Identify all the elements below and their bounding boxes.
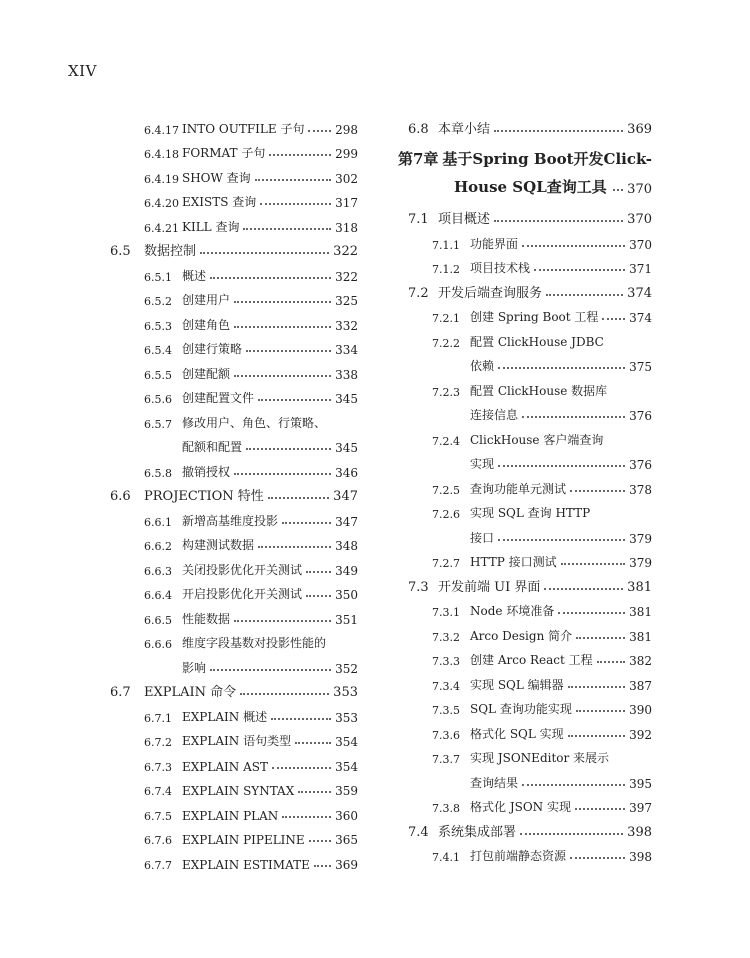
toc-entry-page: 376 [629, 458, 652, 472]
toc-entry-page: 298 [335, 122, 358, 137]
toc-entry-sub[interactable] [398, 742, 652, 767]
toc-entry-title: Node 环境准备 [470, 604, 555, 618]
toc-entry-sub[interactable] [398, 791, 652, 816]
toc-entry-title: 维度字段基数对投影性能的 [182, 636, 327, 650]
toc-entry-sub[interactable] [398, 595, 652, 620]
toc-entry-sub[interactable] [398, 252, 652, 277]
toc-entry-number: 6.5.8 [144, 466, 172, 480]
toc-entry-page: 322 [335, 269, 358, 284]
toc-entry-title: 开发前端 UI 界面 [438, 579, 541, 595]
toc-entry-title: FORMAT 子句 [182, 146, 266, 160]
toc-entry-sub[interactable] [110, 847, 358, 872]
toc-entry-number: 6.5.2 [144, 295, 172, 308]
toc-entry-page: 381 [629, 605, 652, 619]
toc-entry-title: 创建 Arco React 工程 [470, 653, 593, 667]
toc-entry-sub[interactable] [398, 227, 652, 252]
leader-dots [306, 571, 331, 573]
toc-entry-title: 配额和配置 [182, 440, 243, 454]
toc-entry-sub[interactable] [110, 749, 358, 774]
toc-entry-title: EXISTS 查询 [182, 195, 257, 209]
toc-entry-page: 345 [335, 441, 358, 455]
toc-entry-sec[interactable] [398, 276, 652, 301]
toc-entry-number: 6.7.1 [144, 711, 172, 725]
toc-entry-page: 369 [335, 857, 358, 872]
toc-entry-sub[interactable] [398, 325, 652, 350]
toc-entry-title: EXPLAIN SYNTAX [182, 784, 295, 798]
toc-entry-title: 查询结果 [470, 775, 519, 790]
toc-entry-title: 数据控制 [144, 244, 197, 259]
toc-entry-page: 390 [629, 703, 652, 717]
toc-entry-page: 379 [629, 556, 652, 570]
toc-entry-sub[interactable] [110, 455, 358, 480]
toc-entry-sub[interactable] [398, 546, 652, 571]
toc-entry-title: 影响 [182, 660, 207, 675]
toc-entry-sub[interactable] [110, 137, 358, 162]
toc-entry-page: 332 [335, 318, 358, 333]
toc-entry-page: 365 [335, 833, 358, 847]
leader-dots [269, 154, 331, 156]
toc-entry-number: 7.1.1 [432, 238, 460, 252]
leader-dots [234, 326, 331, 328]
toc-entry-page: 392 [629, 727, 652, 742]
toc-entry-number: 6.7.6 [144, 834, 172, 847]
leader-dots [272, 767, 331, 769]
toc-entry-page: 374 [629, 311, 652, 325]
toc-entry-sub[interactable] [110, 406, 358, 431]
toc-entry-page: 359 [335, 784, 358, 798]
toc-entry-title: HTTP 接口测试 [470, 555, 557, 569]
toc-entry-cont[interactable] [398, 350, 652, 375]
toc-right-column [398, 112, 652, 864]
toc-entry-sub[interactable] [110, 333, 358, 358]
toc-entry-page: 379 [629, 531, 652, 546]
leader-dots [576, 710, 625, 712]
toc-entry-title: 本章小结 [438, 121, 491, 137]
toc-entry-section[interactable] [398, 112, 652, 137]
toc-entry-number: 7.1.2 [432, 263, 460, 276]
toc-entry-number: 7.2 [408, 285, 429, 301]
leader-dots [568, 686, 625, 688]
toc-entry-number: 6.6.5 [144, 613, 172, 627]
leader-dots [306, 595, 331, 597]
toc-entry-page: 353 [333, 685, 358, 700]
toc-entry-number: 7.2.6 [432, 508, 460, 521]
leader-dots [234, 375, 331, 377]
toc-entry-number: 7.4.1 [432, 851, 460, 864]
toc-entry-sub[interactable] [110, 774, 358, 799]
toc-entry-sub[interactable] [398, 619, 652, 644]
toc-entry-sub[interactable] [110, 308, 358, 333]
toc-entry-sub[interactable] [398, 497, 652, 522]
toc-entry-number: 6.6.1 [144, 515, 172, 529]
toc-entry-title: 系统集成部署 [438, 824, 517, 840]
toc-entry-title: 创建 Spring Boot 工程 [470, 310, 599, 324]
toc-entry-number: 7.3.5 [432, 704, 460, 717]
toc-entry-number: 6.6.3 [144, 564, 172, 578]
toc-entry-title: 配置 ClickHouse 数据库 [470, 383, 608, 398]
leader-dots [558, 612, 625, 614]
toc-entry-sub[interactable] [110, 529, 358, 554]
toc-entry-sec[interactable] [398, 203, 652, 228]
toc-entry-title: 新增高基维度投影 [182, 513, 279, 528]
toc-entry-number: 7.3.2 [432, 630, 460, 644]
toc-entry-page: 397 [629, 801, 652, 815]
toc-entry-title: 修改用户、角色、行策略、 [182, 415, 327, 430]
toc-entry-page: 334 [335, 343, 358, 357]
toc-entry-title: INTO OUTFILE 子句 [182, 121, 305, 136]
toc-entry-sec[interactable] [110, 235, 358, 260]
toc-entry-number: 6.8 [408, 121, 429, 137]
toc-entry-page: 322 [333, 244, 358, 259]
toc-entry-number: 6.5.6 [144, 393, 172, 406]
toc-entry-number: 6.7.2 [144, 736, 172, 749]
toc-entry-page: 374 [627, 285, 652, 301]
toc-entry-title: PROJECTION 特性 [144, 489, 264, 504]
leader-dots [298, 791, 331, 793]
toc-entry-number: 6.5.1 [144, 270, 172, 284]
toc-entry-page: 398 [627, 824, 652, 840]
toc-entry-title: ClickHouse 客户端查询 [470, 432, 604, 447]
toc-entry-number: 6.4.21 [144, 221, 179, 235]
toc-entry-number: 6.7.4 [144, 785, 172, 798]
toc-entry-sub[interactable] [398, 301, 652, 326]
leader-dots [570, 857, 625, 859]
toc-entry-number: 7.3.3 [432, 655, 460, 668]
toc-entry-sub[interactable] [110, 284, 358, 309]
toc-entry-sec[interactable] [110, 480, 358, 505]
chapter-title-line1: 基于Spring Boot开发Click- [442, 149, 652, 168]
leader-dots [240, 693, 329, 695]
toc-entry-sub[interactable] [398, 644, 652, 669]
toc-entry-title: 开启投影优化开关测试 [182, 587, 303, 601]
toc-entry-title: 撤销授权 [182, 464, 231, 479]
toc-entry-page: 347 [335, 514, 358, 529]
toc-entry-sub[interactable] [398, 693, 652, 718]
toc-entry-number: 6.4.19 [144, 172, 179, 186]
toc-entry-title: 创建行策略 [182, 342, 243, 356]
toc-entry-number: 7.3.1 [432, 606, 460, 619]
toc-entry-title: 开发后端查询服务 [438, 285, 543, 301]
leader-dots [498, 367, 625, 369]
toc-entry-title: 创建配额 [182, 366, 231, 381]
toc-entry-number: 6.6.2 [144, 540, 172, 553]
toc-entry-sub[interactable] [398, 668, 652, 693]
toc-entry-sub[interactable] [110, 725, 358, 750]
toc-entry-title: 实现 [470, 457, 495, 471]
toc-entry-number: 7.3.6 [432, 728, 460, 742]
toc-entry-cont[interactable] [110, 431, 358, 456]
leader-dots [544, 588, 623, 590]
leader-dots [282, 816, 331, 818]
leader-dots [258, 546, 331, 548]
toc-entry-sub[interactable] [110, 700, 358, 725]
toc-entry-number: 6.5 [110, 244, 131, 259]
toc-entry-sec[interactable] [398, 570, 652, 595]
toc-entry-sub[interactable] [398, 472, 652, 497]
toc-entry-title: 创建角色 [182, 317, 231, 332]
toc-entry-page: 318 [335, 220, 358, 235]
toc-entry-page: 369 [627, 121, 652, 137]
toc-entry-title: 配置 ClickHouse JDBC [470, 334, 604, 349]
toc-entry-title: EXPLAIN ESTIMATE [182, 857, 310, 872]
toc-entry-page: 338 [335, 367, 358, 382]
toc-entry-sub[interactable] [398, 717, 652, 742]
leader-dots [570, 490, 625, 492]
leader-dots [258, 399, 331, 401]
toc-entry-number: 6.4.18 [144, 148, 179, 161]
toc-entry-sub[interactable] [398, 840, 652, 865]
toc-entry-page: 317 [335, 196, 358, 210]
toc-entry-number: 6.7.7 [144, 858, 172, 872]
toc-entry-page: 370 [629, 237, 652, 252]
leader-dots [246, 448, 331, 450]
toc-entry-number: 6.5.3 [144, 319, 172, 333]
toc-entry-number: 7.3.8 [432, 802, 460, 815]
toc-entry-sub[interactable] [110, 553, 358, 578]
toc-entry-sub[interactable] [398, 423, 652, 448]
toc-entry-title: 实现 SQL 查询 HTTP [470, 506, 591, 520]
toc-entry-title: SQL 查询功能实现 [470, 702, 572, 716]
toc-entry-page: 347 [333, 489, 358, 504]
toc-entry-page: 395 [629, 776, 652, 791]
toc-entry-page: 349 [335, 563, 358, 578]
toc-entry-title: 创建用户 [182, 293, 231, 307]
toc-entry-number: 7.2.2 [432, 336, 460, 350]
toc-entry-page: 354 [335, 735, 358, 749]
toc-entry-sec[interactable] [398, 815, 652, 840]
toc-entry-sub[interactable] [110, 259, 358, 284]
toc-entry-title: 格式化 SQL 实现 [470, 726, 564, 741]
toc-entry-number: 6.4.20 [144, 197, 179, 210]
toc-entry-sub[interactable] [110, 823, 358, 848]
toc-entry-title: 功能界面 [470, 236, 519, 251]
leader-dots [597, 661, 625, 663]
leader-dots [200, 252, 329, 254]
toc-entry-number: 7.3.4 [432, 679, 460, 693]
leader-dots [234, 301, 331, 303]
toc-entry-title: 实现 SQL 编辑器 [470, 677, 564, 692]
toc-entry-title: EXPLAIN PIPELINE [182, 833, 305, 847]
toc-entry-cont[interactable] [398, 448, 652, 473]
leader-dots [568, 735, 625, 737]
toc-entry-title: 构建测试数据 [182, 538, 255, 552]
toc-entry-cont[interactable] [398, 766, 652, 791]
toc-entry-page: 351 [335, 612, 358, 627]
toc-entry-page: 350 [335, 588, 358, 602]
toc-entry-page: 382 [629, 654, 652, 668]
leader-dots [309, 840, 331, 842]
toc-entry-number: 7.4 [408, 824, 429, 840]
toc-entry-page: 387 [629, 678, 652, 693]
toc-entry-page: 381 [629, 629, 652, 644]
chapter-page: 370 [627, 181, 652, 197]
toc-entry-sub[interactable] [110, 798, 358, 823]
toc-entry-title: 依赖 [470, 359, 495, 373]
toc-entry-title: EXPLAIN AST [182, 759, 268, 774]
toc-entry-title: 项目概述 [438, 212, 491, 227]
toc-entry-number: 7.3 [408, 579, 429, 595]
toc-entry-page: 381 [627, 579, 652, 595]
toc-entry-number: 6.7.3 [144, 760, 172, 774]
leader-dots [494, 220, 623, 222]
toc-entry-number: 6.6 [110, 489, 131, 504]
toc-entry-page: 360 [335, 808, 358, 823]
leader-dots [561, 563, 626, 565]
toc-entry-number: 7.2.7 [432, 557, 460, 570]
toc-entry-title: 创建配置文件 [182, 391, 255, 405]
toc-entry-sec[interactable] [110, 676, 358, 701]
leader-dots [255, 179, 331, 181]
toc-entry-title: Arco Design 简介 [470, 628, 573, 643]
toc-entry-sub[interactable] [110, 382, 358, 407]
toc-entry-page: 371 [629, 262, 652, 276]
chapter-title-line2: House SQL查询工具 [454, 177, 607, 196]
toc-entry-page: 302 [335, 171, 358, 186]
toc-entry-cont[interactable] [398, 399, 652, 424]
leader-dots [576, 637, 625, 639]
leader-dots [546, 294, 623, 296]
toc-entry-page: 370 [627, 212, 652, 227]
toc-entry-title: 概述 [182, 268, 207, 283]
leader-dots [602, 318, 625, 320]
toc-entry-number: 6.6.6 [144, 638, 172, 651]
leader-dots [282, 522, 331, 524]
toc-entry-page: 378 [629, 482, 652, 497]
toc-entry-page: 375 [629, 360, 652, 374]
toc-entry-title: 打包前端静态资源 [470, 849, 567, 863]
toc-entry-cont[interactable] [110, 651, 358, 676]
toc-entry-number: 6.6.4 [144, 589, 172, 602]
toc-chapter-entry[interactable] [398, 141, 652, 197]
toc-entry-page: 354 [335, 759, 358, 774]
toc-entry-sub[interactable] [110, 161, 358, 186]
leader-dots [243, 228, 331, 230]
page-number: XIV [68, 62, 97, 80]
chapter-number: 第7章 [398, 149, 439, 168]
toc-entry-cont[interactable] [398, 521, 652, 546]
toc-entry-number: 7.2.3 [432, 385, 460, 399]
toc-entry-title: EXPLAIN 语句类型 [182, 734, 292, 748]
leader-dots [260, 203, 331, 205]
leader-dots [271, 718, 331, 720]
toc-entry-number: 7.1 [408, 212, 429, 227]
toc-entry-page: 352 [335, 661, 358, 676]
leader-dots [234, 620, 331, 622]
leader-dots [613, 189, 623, 191]
leader-dots [520, 833, 623, 835]
toc-entry-sub[interactable] [110, 602, 358, 627]
toc-entry-number: 7.3.7 [432, 753, 460, 766]
toc-entry-sub[interactable] [110, 504, 358, 529]
toc-entry-title: 关闭投影优化开关测试 [182, 562, 303, 577]
toc-entry-sub[interactable] [110, 578, 358, 603]
toc-entry-page: 376 [629, 409, 652, 423]
toc-entry-title: 实现 JSONEditor 来展示 [470, 751, 610, 765]
toc-entry-sub[interactable] [398, 374, 652, 399]
toc-entry-sub[interactable] [110, 357, 358, 382]
toc-entry-page: 345 [335, 392, 358, 406]
toc-entry-number: 7.2.1 [432, 312, 460, 325]
leader-dots [308, 130, 331, 132]
toc-entry-page: 346 [335, 465, 358, 480]
toc-entry-title: EXPLAIN 概述 [182, 709, 268, 724]
leader-dots [498, 465, 625, 467]
toc-entry-sub[interactable] [110, 186, 358, 211]
leader-dots [246, 350, 331, 352]
toc-entry-number: 6.7 [110, 685, 131, 700]
leader-dots [314, 865, 331, 867]
toc-entry-number: 6.5.7 [144, 417, 172, 431]
leader-dots [494, 130, 623, 132]
leader-dots [575, 808, 625, 810]
leader-dots [295, 742, 331, 744]
toc-entry-title: EXPLAIN PLAN [182, 808, 279, 823]
toc-entry-sub[interactable] [110, 627, 358, 652]
leader-dots [522, 784, 625, 786]
toc-entry-page: 353 [335, 710, 358, 725]
toc-entry-page: 299 [335, 147, 358, 161]
leader-dots [210, 669, 331, 671]
leader-dots [498, 539, 625, 541]
leader-dots [522, 416, 625, 418]
toc-entry-sub[interactable] [110, 210, 358, 235]
toc-entry-number: 7.2.5 [432, 483, 460, 497]
toc-entry-page: 325 [335, 294, 358, 308]
leader-dots [234, 473, 331, 475]
leader-dots [268, 497, 329, 499]
leader-dots [210, 277, 331, 279]
toc-entry-title: 性能数据 [182, 611, 231, 626]
toc-entry-number: 6.4.17 [144, 123, 179, 137]
toc-left-column [110, 112, 358, 872]
toc-entry-number: 6.7.5 [144, 809, 172, 823]
toc-entry-number: 6.5.5 [144, 368, 172, 382]
toc-entry-sub[interactable] [110, 112, 358, 137]
toc-entry-title: 格式化 JSON 实现 [470, 800, 571, 814]
toc-entry-title: 项目技术栈 [470, 261, 531, 275]
leader-dots [534, 269, 625, 271]
toc-entry-page: 398 [629, 850, 652, 864]
toc-entry-title: SHOW 查询 [182, 170, 251, 185]
toc-entry-page: 348 [335, 539, 358, 553]
toc-entry-title: EXPLAIN 命令 [144, 685, 237, 700]
toc-entry-number: 7.2.4 [432, 434, 460, 448]
toc-entry-title: KILL 查询 [182, 219, 240, 234]
toc-entry-number: 6.5.4 [144, 344, 172, 357]
leader-dots [522, 245, 625, 247]
toc-entry-title: 接口 [470, 530, 495, 545]
toc-entry-title: 连接信息 [470, 408, 519, 422]
toc-entry-title: 查询功能单元测试 [470, 481, 567, 496]
